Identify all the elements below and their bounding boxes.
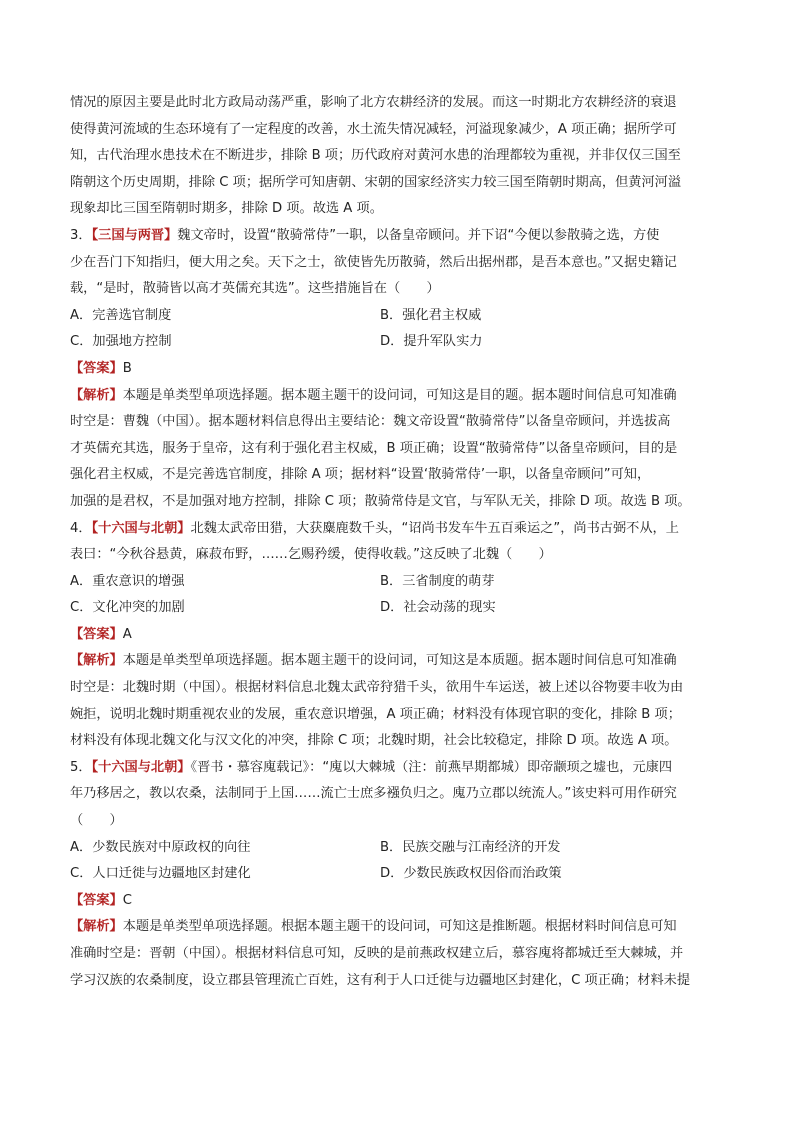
answer-value: C: [122, 892, 132, 908]
option-c: C．文化冲突的加剧: [70, 600, 185, 616]
answer-label: 【答案】: [70, 626, 123, 642]
analysis-text: 本题是单类型单项选择题。据本题主题干的设问词，可知这是目的题。据本题时间信息可知准确: [122, 387, 677, 403]
option-b: B．民族交融与江南经济的开发: [380, 839, 561, 855]
analysis-line: 时空是：北魏时期（中国）。根据材料信息北魏太武帝狩猎千头，欲用牛车运送，被上述以谷物要丰收为由: [70, 680, 684, 696]
analysis-line: 学习汉族的农桑制度，设立郡县管理流亡百姓，这有利于人口迁徙与边疆地区封建化，C 项正确；材料未提: [70, 972, 691, 988]
analysis-label: 【解析】: [70, 653, 123, 669]
question-number: 3．: [70, 227, 92, 243]
options-grid: [70, 835, 730, 888]
analysis-line: 才英儒充其选，服务于皇帝，这有利于强化君主权威，B 项正确；设置“散骑常侍”以备皇帝顾问，目的是: [70, 440, 678, 456]
question-5: [70, 755, 730, 994]
question-tag: 【十六国与北朝】: [91, 520, 191, 536]
option-a: A．完善选官制度: [70, 307, 172, 323]
answer-line: [70, 622, 730, 649]
option-a: A．少数民族对中原政权的向往: [70, 839, 251, 855]
question-3: [70, 223, 730, 516]
analysis-label: 【解析】: [70, 919, 123, 935]
stem-line: 载，“是时，散骑皆以高才英儒充其选”。这些措施旨在（ ）: [70, 281, 440, 297]
stem-line: （ ）: [70, 813, 123, 829]
question-tag: 【三国与两晋】: [91, 227, 178, 243]
analysis-line: [70, 914, 730, 941]
analysis-line: [70, 648, 730, 675]
stem-line: 少在吾门下知指归，便大用之矣。天下之士，欲使皆先历散骑，然后出据州郡，是吾本意也。”又据史籍记: [70, 254, 677, 270]
text-line: 隋朝这个历史周期，排除 C 项；据所学可知唐朝、宋朝的国家经济实力较三国至隋朝时期高，但黄河河溢: [70, 174, 682, 190]
answer-label: 【答案】: [70, 360, 123, 376]
stem-line: 北魏太武帝田猎，大获麋鹿数千头，“诏尚书发车牛五百乘运之”，尚书古弼不从，上: [190, 520, 679, 536]
answer-label: 【答案】: [70, 892, 123, 908]
document-page: [70, 90, 730, 994]
stem-line: 表曰：“今秋谷悬黄，麻菽布野，……乞赐矜缓，使得收载。”这反映了北魏（ ）: [70, 547, 552, 563]
options-grid: [70, 569, 730, 622]
analysis-line: 婉拒，说明北魏时期重视农业的发展，重农意识增强，A 项正确；材料没有体现官职的变化，排除 B 项；: [70, 706, 681, 722]
option-c: C．加强地方控制: [70, 334, 172, 350]
option-d: D．提升军队实力: [380, 334, 483, 350]
question-number: 4．: [70, 520, 92, 536]
option-b: B．强化君主权威: [380, 307, 482, 323]
text-line: 知，古代治理水患技术在不断进步，排除 B 项；历代政府对黄河水患的治理都较为重视，并非仅仅三国至: [70, 148, 681, 164]
text-line: 使得黄河流域的生态环境有了一定程度的改善，水土流失情况减轻，河溢现象减少，A 项正确；据所学可: [70, 121, 677, 137]
answer-value: B: [122, 360, 132, 376]
option-b: B．三省制度的萌芽: [380, 573, 495, 589]
analysis-line: 材料没有体现北魏文化与汉文化的冲突，排除 C 项；北魏时期，社会比较稳定，排除 D 项。故选 A 项。: [70, 733, 678, 749]
answer-line: [70, 888, 730, 915]
text-line: 情况的原因主要是此时北方政局动荡严重，影响了北方农耕经济的发展。而这一时期北方农耕经济的衰退: [70, 95, 677, 110]
question-stem: [70, 516, 730, 543]
analysis-line: 时空是：曹魏（中国）。据本题材料信息得出主要结论：魏文帝设置“散骑常侍”以备皇帝顾问，并选拔高: [70, 414, 671, 430]
analysis-text: 本题是单类型单项选择题。根据本题主题干的设问词，可知这是推断题。根据材料时间信息可知: [122, 919, 677, 935]
question-stem: [70, 755, 730, 782]
analysis-line: 准确时空是：晋朝（中国）。根据材料信息可知，反映的是前燕政权建立后，慕容廆将都城迁至大棘城，并: [70, 946, 684, 961]
analysis-label: 【解析】: [70, 387, 123, 403]
question-4: [70, 516, 730, 755]
answer-line: [70, 356, 730, 383]
intro-paragraph: [70, 90, 730, 223]
question-stem: [70, 223, 730, 250]
stem-line: 《晋书・慕容廆载记》：“廆以大棘城（注：前燕早期都城）即帝颛顼之墟也，元康四: [190, 759, 673, 775]
stem-line: 魏文帝时，设置“散骑常侍”一职，以备皇帝顾问。并下诏“今便以参散骑之选，方使: [177, 227, 660, 243]
option-d: D．社会动荡的现实: [380, 600, 496, 616]
question-tag: 【十六国与北朝】: [91, 759, 191, 775]
option-d: D．少数民族政权因俗而治政策: [380, 866, 562, 882]
option-c: C．人口迁徙与边疆地区封建化: [70, 866, 251, 882]
analysis-line: [70, 383, 730, 410]
answer-value: A: [122, 626, 132, 642]
option-a: A．重农意识的增强: [70, 573, 185, 589]
analysis-line: 强化君主权威，不是完善选官制度，排除 A 项；据材料“设置‘散骑常侍’一职，以备皇帝顾问”可知，: [70, 467, 651, 483]
stem-line: 年乃移居之，教以农桑，法制同于上国……流亡士庶多襁负归之。廆乃立郡以统流人。”该史料可用作研究: [70, 786, 677, 802]
analysis-line: 加强的是君权，不是加强对地方控制，排除 C 项；散骑常侍是文官，与军队无关，排除 D 项。故选 B 项。: [70, 493, 691, 509]
analysis-text: 本题是单类型单项选择题。据本题主题干的设问词，可知这是本质题。据本题时间信息可知准确: [122, 653, 677, 669]
question-number: 5．: [70, 759, 92, 775]
options-grid: [70, 303, 730, 356]
text-line: 现象却比三国至隋朝时期多，排除 D 项。故选 A 项。: [70, 201, 383, 217]
